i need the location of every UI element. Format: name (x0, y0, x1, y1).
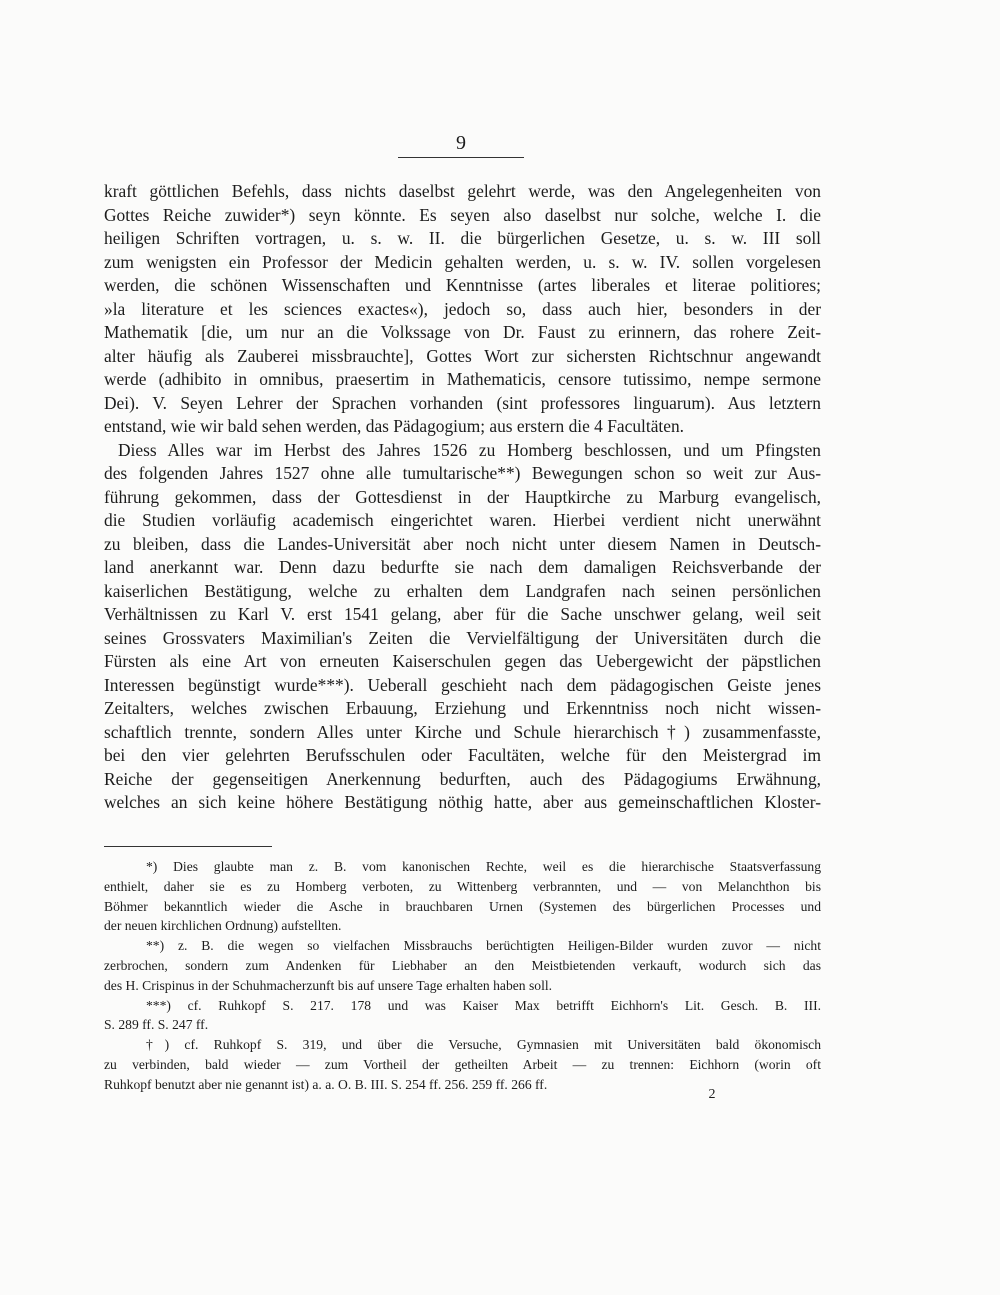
footnote-line: des H. Crispinus in der Schuhmacherzunft bis auf unsere Tage erhalten haben soll. (104, 977, 553, 993)
body-line: Gottes Reiche zuwider*) seyn könnte. Es seyen also daselbst nur solche, welche I. die (104, 204, 821, 225)
body-line: Interessen begünstigt wurde***). Ueberall geschieht nach dem pädagogischen Geiste jenes (104, 674, 821, 695)
body-line: führung gekommen, dass der Gottesdienst in der Hauptkirche zu Marburg evangelisch, (104, 486, 821, 507)
footnote-line: S. 289 ff. S. 247 ff. (104, 1017, 209, 1033)
body-line: zu bleiben, dass die Landes-Universität aber noch nicht unter diesem Namen in Deutsch- (104, 533, 821, 554)
footnote-line: *) Dies glaubte man z. B. vom kanonischen Rechte, weil es die hierarchische Staatsverfassung (146, 859, 821, 874)
body-line: Diess Alles war im Herbst des Jahres 1526 zu Homberg beschlossen, und um Pfingsten (118, 439, 821, 460)
body-text (104, 180, 821, 815)
body-line: zum wenigsten ein Professor der Medicin gehalten werden, u. s. w. IV. sollen vorgelesen (104, 251, 821, 272)
body-line: bei den vier gelehrten Berufsschulen oder Facultäten, welche für den Meistergrad im (104, 745, 821, 765)
footnote-rule (104, 846, 272, 847)
body-line: alter häufig als Zauberei missbrauchte], Gottes Wort zur sichersten Richtschnur angewandt (104, 345, 821, 366)
footnote-line: zu verbinden, bald wieder — zum Vortheil der getheilten Arbeit — zu trennen: Eichhorn (worin oft (104, 1056, 821, 1072)
body-line: die Studien vorläufig academisch eingerichtet waren. Hierbei verdient nicht unerwähnt (104, 510, 821, 530)
body-line: des folgenden Jahres 1527 ohne alle tumultarische**) Bewegungen schon so weit zur Aus- (104, 463, 821, 483)
header-rule (398, 157, 524, 158)
footnote-line: ***) cf. Ruhkopf S. 217. 178 und was Kaiser Max betrifft Eichhorn's Lit. Gesch. B. III. (146, 997, 821, 1013)
body-line: land anerkannt war. Denn dazu bedurfte sie nach dem damaligen Reichsverbande der (104, 557, 821, 577)
body-line: Mathematik [die, um nur an die Volkssage von Dr. Faust zu erinnern, das rohere Zeit- (104, 322, 821, 342)
body-line: seines Grossvaters Maximilian's Zeiten die Vervielfältigung der Universitäten durch die (104, 627, 821, 648)
body-line: werden, die schönen Wissenschaften und Kenntnisse (artes liberales et literae politiores; (104, 275, 821, 295)
body-line: schaftlich trennte, sondern Alles unter Kirche und Schule hierarchisch†) zusammenfasste, (104, 721, 821, 742)
page-number: 9 (456, 132, 466, 154)
footnotes (104, 857, 821, 1095)
footnote-line: Ruhkopf benutzt aber nie genannt ist) a. a. O. B. III. S. 254 ff. 256. 259 ff. 266 ff. (104, 1076, 548, 1092)
body-line: kaiserlichen Bestätigung, welche zu erhalten dem Landgrafen nach seinen persönlichen (104, 580, 821, 601)
body-line: heiligen Schriften vortragen, u. s. w. II. die bürgerlichen Gesetze, u. s. w. III soll (104, 228, 821, 248)
body-line: kraft göttlichen Befehls, dass nichts daselbst gelehrt werde, was den Angelegenheiten von (104, 181, 821, 201)
body-line: entstand, wie wir bald sehen werden, das Pädagogium; aus erstern die 4 Facultäten. (104, 416, 685, 436)
body-line: Zeitalters, welches zwischen Erbauung, Erziehung und Erkenntniss noch nicht wissen- (104, 698, 821, 718)
footnote-line: †) cf. Ruhkopf S. 319, und über die Versuche, Gymnasien mit Universitäten bald ökonomisch (146, 1037, 821, 1053)
body-line: Dei). V. Seyen Lehrer der Sprachen vorhanden (sint professores linguarum). Aus letztern (104, 392, 821, 413)
signature-mark: 2 (708, 1087, 716, 1102)
footnote-line: der neuen kirchlichen Ordnung) aufstellten. (104, 918, 342, 934)
footnote-line: Böhmer bekanntlich wieder die Asche in brauchbaren Urnen (Systemen des bürgerlichen Processes und (104, 898, 821, 914)
footnote-line: enthielt, daher sie es zu Homberg verboten, zu Wittenberg verbrannten, und — von Melanchthon bis (104, 878, 821, 894)
body-line: Verhältnissen zu Karl V. erst 1541 gelang, aber für die Sache unschwer gelang, weil seit (104, 604, 821, 624)
footnote-line: **) z. B. die wegen so vielfachen Missbrauchs berüchtigten Heiligen-Bilder wurden zuvor — nicht (146, 938, 821, 954)
body-line: »la literature et les sciences exactes«), jedoch so, dass auch hier, besonders in der (104, 298, 821, 319)
body-line: werde (adhibito in omnibus, praesertim in Mathematicis, censore tutissimo, nempe sermone (104, 369, 821, 389)
body-line: Reiche der gegenseitigen Anerkennung bedurften, auch des Pädagogiums Erwähnung, (104, 768, 821, 789)
body-line: Fürsten als eine Art von erneuten Kaiserschulen gegen das Uebergewicht der päpstlichen (104, 651, 821, 671)
footnote-line: zerbrochen, sondern zum Andenken für Liebhaber an den Meistbietenden verkauft, wodurch sich das (104, 957, 821, 973)
body-line: welches an sich keine höhere Bestätigung nöthig hatte, aber aus gemeinschaftlichen Kloster- (104, 792, 821, 812)
